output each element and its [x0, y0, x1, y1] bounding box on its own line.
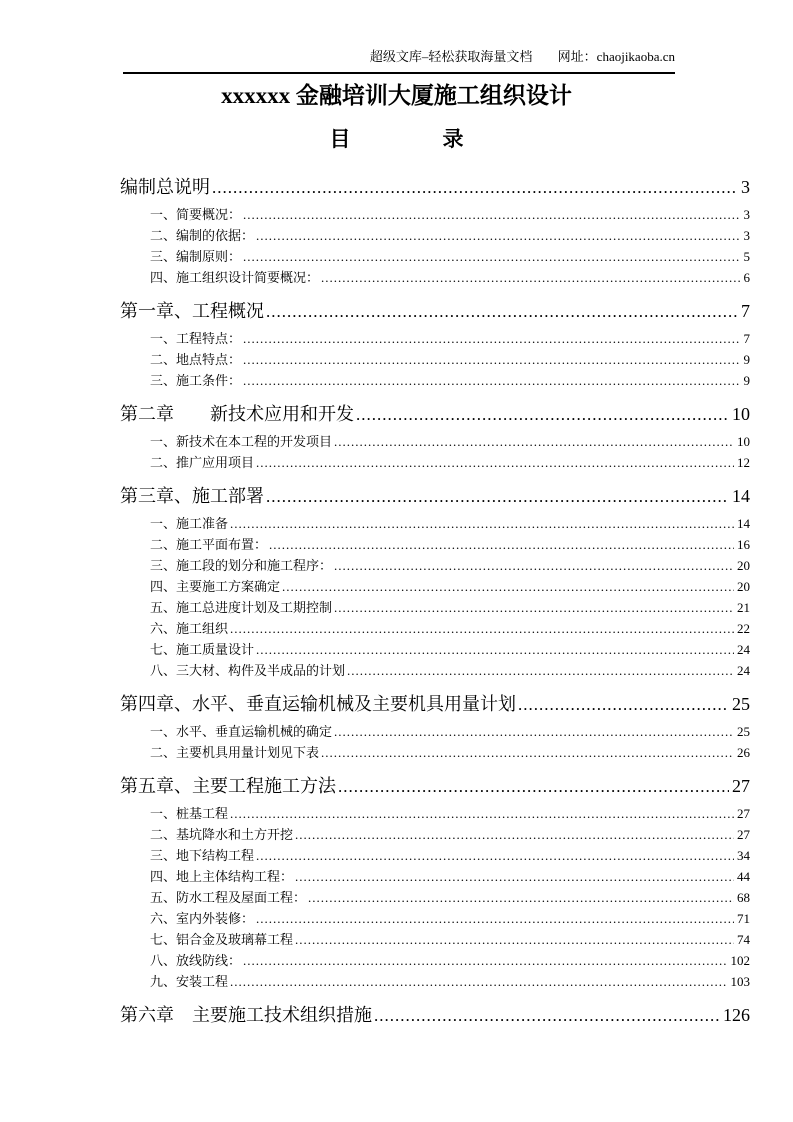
toc-item-row[interactable]	[120, 534, 750, 555]
toc-item-row-label: 五、防水工程及屋面工程：	[150, 890, 307, 905]
toc-item-row-page-number: 27	[737, 827, 750, 842]
toc-section-row-label: 第二章 新技术应用和开发	[120, 404, 354, 424]
toc-section-row-page-number: 25	[732, 694, 750, 714]
dot-leader	[374, 1003, 720, 1028]
header-url-label: 网址：	[557, 49, 597, 64]
toc-item-row[interactable]	[120, 887, 750, 908]
toc-section-row-page-number: 126	[723, 1005, 750, 1025]
toc-item-row[interactable]	[120, 204, 750, 225]
toc-section-row[interactable]	[120, 692, 750, 716]
toc-section-row-label: 编制总说明	[120, 177, 210, 197]
dot-leader	[256, 908, 734, 929]
toc-item-row[interactable]	[120, 267, 750, 288]
toc-section-row[interactable]	[120, 299, 750, 323]
toc-section-row-page-number: 27	[732, 776, 750, 796]
dot-leader	[243, 349, 740, 370]
dot-leader	[295, 866, 734, 887]
toc-item-row-page-number: 71	[737, 911, 750, 926]
toc-heading	[0, 126, 793, 153]
document-title: xxxxxx 金融培训大厦施工组织设计	[221, 83, 572, 108]
dot-leader	[334, 721, 734, 742]
toc-item-row-label: 七、施工质量设计	[150, 642, 255, 657]
toc-item-row[interactable]	[120, 721, 750, 742]
toc-item-row[interactable]	[120, 950, 750, 971]
header-url-link[interactable]	[558, 49, 675, 64]
toc-item-row-label: 五、施工总进度计划及工期控制	[150, 600, 333, 615]
dot-leader	[334, 597, 734, 618]
dot-leader	[321, 742, 734, 763]
page-header	[123, 49, 675, 74]
toc-item-row[interactable]	[120, 576, 750, 597]
toc-item-row-label: 二、编制的依据：	[150, 228, 255, 243]
toc-item-row-label: 三、地下结构工程	[150, 848, 255, 863]
toc-item-row-label: 一、新技术在本工程的开发项目	[150, 434, 333, 449]
toc-item-row-page-number: 3	[743, 228, 750, 243]
table-of-contents	[120, 164, 750, 1032]
toc-section-row-page-number: 7	[741, 301, 750, 321]
dot-leader	[230, 618, 734, 639]
toc-item-row-label: 二、基坑降水和土方开挖	[150, 827, 294, 842]
toc-section-row-label: 第四章、水平、垂直运输机械及主要机具用量计划	[120, 694, 516, 714]
toc-section-row-page-number: 10	[732, 404, 750, 424]
toc-section-row-label: 第五章、主要工程施工方法	[120, 776, 336, 796]
toc-item-row-label: 二、施工平面布置：	[150, 537, 268, 552]
toc-item-row-page-number: 10	[737, 434, 750, 449]
toc-item-row[interactable]	[120, 929, 750, 950]
dot-leader	[212, 175, 738, 200]
toc-item-row-label: 四、地上主体结构工程：	[150, 869, 294, 884]
toc-item-row-label: 八、三大材、构件及半成品的计划	[150, 663, 346, 678]
dot-leader	[266, 484, 729, 509]
toc-item-row-label: 二、推广应用项目	[150, 455, 255, 470]
toc-item-row-page-number: 20	[737, 579, 750, 594]
dot-leader	[308, 887, 734, 908]
dot-leader	[243, 328, 740, 349]
toc-item-row[interactable]	[120, 452, 750, 473]
toc-item-row-page-number: 3	[743, 207, 750, 222]
toc-item-row[interactable]	[120, 824, 750, 845]
header-url-value: chaojikaoba.cn	[596, 49, 675, 64]
dot-leader	[256, 845, 734, 866]
toc-item-row[interactable]	[120, 660, 750, 681]
toc-item-row-page-number: 20	[737, 558, 750, 573]
dot-leader	[256, 639, 734, 660]
toc-section-row[interactable]	[120, 774, 750, 798]
toc-item-row-label: 九、安装工程	[150, 974, 229, 989]
toc-item-row-label: 一、工程特点：	[150, 331, 242, 346]
dot-leader	[295, 824, 734, 845]
toc-item-row[interactable]	[120, 555, 750, 576]
toc-heading-char-right: 录	[442, 127, 464, 151]
toc-section-row[interactable]	[120, 402, 750, 426]
toc-item-row[interactable]	[120, 370, 750, 391]
dot-leader	[230, 513, 734, 534]
toc-item-row-label: 一、桩基工程	[150, 806, 229, 821]
toc-item-row-label: 三、施工段的划分和施工程序：	[150, 558, 333, 573]
header-site-text: 超级文库–轻松获取海量文档	[369, 49, 533, 64]
toc-item-row[interactable]	[120, 971, 750, 992]
toc-item-row-label: 二、主要机具用量计划见下表	[150, 745, 320, 760]
toc-item-row-label: 七、铝合金及玻璃幕工程	[150, 932, 294, 947]
toc-section-row-label: 第六章 主要施工技术组织措施	[120, 1005, 372, 1025]
dot-leader	[266, 299, 738, 324]
toc-item-row-page-number: 22	[737, 621, 750, 636]
dot-leader	[518, 692, 729, 717]
dot-leader	[230, 971, 727, 992]
toc-item-row-page-number: 5	[743, 249, 750, 264]
toc-item-row-label: 四、施工组织设计简要概况：	[150, 270, 320, 285]
toc-item-row-label: 三、编制原则：	[150, 249, 242, 264]
toc-item-row-page-number: 27	[737, 806, 750, 821]
dot-leader	[295, 929, 734, 950]
toc-item-row-page-number: 74	[737, 932, 750, 947]
toc-item-row-page-number: 102	[730, 953, 750, 968]
toc-item-row-page-number: 7	[743, 331, 750, 346]
toc-item-row-page-number: 25	[737, 724, 750, 739]
dot-leader	[321, 267, 740, 288]
toc-item-row-page-number: 44	[737, 869, 750, 884]
toc-item-row[interactable]	[120, 225, 750, 246]
toc-item-row[interactable]	[120, 845, 750, 866]
toc-item-row[interactable]	[120, 866, 750, 887]
toc-item-row[interactable]	[120, 908, 750, 929]
dot-leader	[243, 204, 740, 225]
toc-item-row-label: 二、地点特点：	[150, 352, 242, 367]
toc-item-row[interactable]	[120, 742, 750, 763]
toc-item-row-label: 六、室内外装修：	[150, 911, 255, 926]
dot-leader	[256, 225, 740, 246]
dot-leader	[347, 660, 734, 681]
toc-item-row-label: 三、施工条件：	[150, 373, 242, 388]
toc-item-row-label: 一、水平、垂直运输机械的确定	[150, 724, 333, 739]
toc-item-row-label: 四、主要施工方案确定	[150, 579, 281, 594]
toc-item-row[interactable]	[120, 618, 750, 639]
dot-leader	[282, 576, 734, 597]
toc-item-row-page-number: 68	[737, 890, 750, 905]
toc-item-row[interactable]	[120, 639, 750, 660]
toc-item-row-page-number: 26	[737, 745, 750, 760]
toc-item-row[interactable]	[120, 328, 750, 349]
toc-item-row-page-number: 12	[737, 455, 750, 470]
toc-section-row-label: 第一章、工程概况	[120, 301, 264, 321]
toc-item-row[interactable]	[120, 349, 750, 370]
toc-item-row[interactable]	[120, 246, 750, 267]
toc-item-row[interactable]	[120, 513, 750, 534]
dot-leader	[334, 555, 734, 576]
dot-leader	[243, 950, 727, 971]
toc-item-row-page-number: 9	[743, 352, 750, 367]
toc-item-row-page-number: 16	[737, 537, 750, 552]
toc-item-row-label: 六、施工组织	[150, 621, 229, 636]
toc-section-row-page-number: 3	[741, 177, 750, 197]
toc-item-row-page-number: 24	[737, 642, 750, 657]
dot-leader	[230, 803, 734, 824]
toc-item-row-page-number: 34	[737, 848, 750, 863]
dot-leader	[256, 452, 734, 473]
toc-item-row-page-number: 24	[737, 663, 750, 678]
toc-item-row-page-number: 21	[737, 600, 750, 615]
toc-item-row-page-number: 6	[743, 270, 750, 285]
toc-section-row-page-number: 14	[732, 486, 750, 506]
dot-leader	[334, 431, 734, 452]
toc-item-row-label: 一、简要概况：	[150, 207, 242, 222]
toc-item-row-page-number: 14	[737, 516, 750, 531]
toc-item-row-label: 一、施工准备	[150, 516, 229, 531]
dot-leader	[269, 534, 734, 555]
dot-leader	[356, 402, 729, 427]
dot-leader	[338, 774, 729, 799]
toc-item-row-page-number: 103	[730, 974, 750, 989]
toc-item-row-page-number: 9	[743, 373, 750, 388]
toc-item-row[interactable]	[120, 597, 750, 618]
toc-section-row[interactable]	[120, 175, 750, 199]
dot-leader	[243, 370, 740, 391]
dot-leader	[243, 246, 740, 267]
toc-item-row[interactable]	[120, 431, 750, 452]
toc-item-row-label: 八、放线防线：	[150, 953, 242, 968]
toc-item-row[interactable]	[120, 803, 750, 824]
toc-section-row[interactable]	[120, 1003, 750, 1027]
toc-section-row-label: 第三章、施工部署	[120, 486, 264, 506]
toc-heading-char-left: 目	[329, 127, 351, 151]
toc-section-row[interactable]	[120, 484, 750, 508]
